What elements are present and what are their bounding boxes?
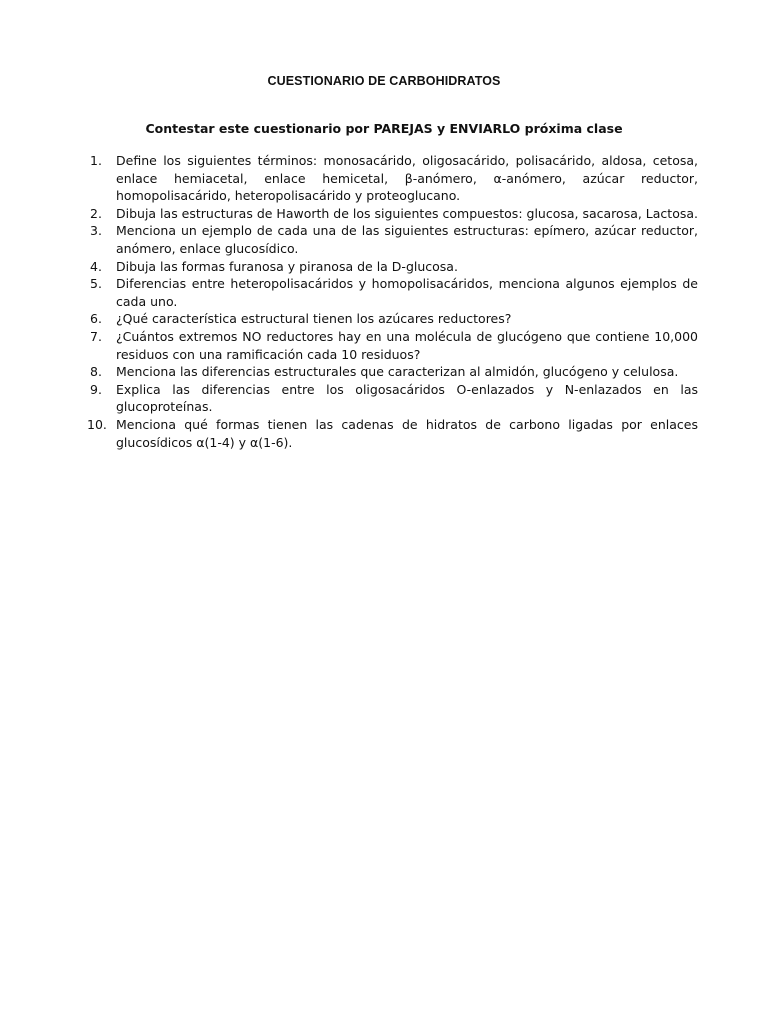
question-number: 9. — [90, 381, 102, 397]
document-title: CUESTIONARIO DE CARBOHIDRATOS — [267, 74, 501, 88]
question-list — [87, 152, 699, 451]
question-number: 1. — [90, 153, 102, 168]
question-item — [90, 275, 698, 310]
question-item — [87, 416, 698, 451]
question-number: 8. — [90, 364, 102, 380]
question-item — [90, 222, 698, 257]
question-text: Menciona las diferencias estructurales que caracterizan al almidón, glucógeno y celulosa. — [116, 364, 679, 380]
question-number: 3. — [90, 223, 102, 239]
question-text: Explica las diferencias entre los oligosacáridos O-enlazados y N-enlazados en las glucoproteínas. — [116, 381, 698, 415]
question-item — [90, 328, 698, 363]
question-text: Dibuja las formas furanosa y piranosa de la D-glucosa. — [116, 258, 458, 274]
question-text: Define los siguientes términos: monosacárido, oligosacárido, polisacárido, aldosa, cetosa, enlace hemiacetal, enlace hemicetal, β-anómero, α-anómero, azúcar reductor, homopolisacárido, heteropolisacárido y proteoglucano. — [116, 153, 698, 204]
question-text: Diferencias entre heteropolisacáridos y homopolisacáridos, menciona algunos ejemplos de cada uno. — [116, 276, 698, 309]
question-number: 7. — [90, 328, 102, 344]
question-text: Menciona un ejemplo de cada una de las siguientes estructuras: epímero, azúcar reductor, anómero, enlace glucosídico. — [116, 223, 698, 256]
question-item — [90, 152, 698, 205]
question-number: 10. — [87, 416, 107, 432]
question-text: Menciona qué formas tienen las cadenas de hidratos de carbono ligadas por enlaces glucosídicos α(1-4) y α(1-6). — [116, 416, 698, 450]
question-number: 6. — [90, 311, 102, 327]
question-item — [90, 363, 698, 381]
question-item — [90, 381, 698, 416]
question-text: ¿Qué característica estructural tienen los azúcares reductores? — [116, 311, 512, 327]
question-number: 4. — [90, 258, 102, 274]
question-number: 2. — [90, 205, 102, 221]
question-item — [90, 205, 698, 223]
question-number: 5. — [90, 276, 102, 292]
document-instruction: Contestar este cuestionario por PAREJAS y ENVIARLO próxima clase — [145, 121, 623, 136]
question-text: Dibuja las estructuras de Haworth de los siguientes compuestos: glucosa, sacarosa, Lactosa. — [116, 205, 699, 221]
question-text: ¿Cuántos extremos NO reductores hay en una molécula de glucógeno que contiene 10,000 residuos con una ramificación cada 10 residuos? — [116, 328, 698, 362]
question-item — [90, 258, 698, 276]
question-item — [90, 310, 698, 328]
